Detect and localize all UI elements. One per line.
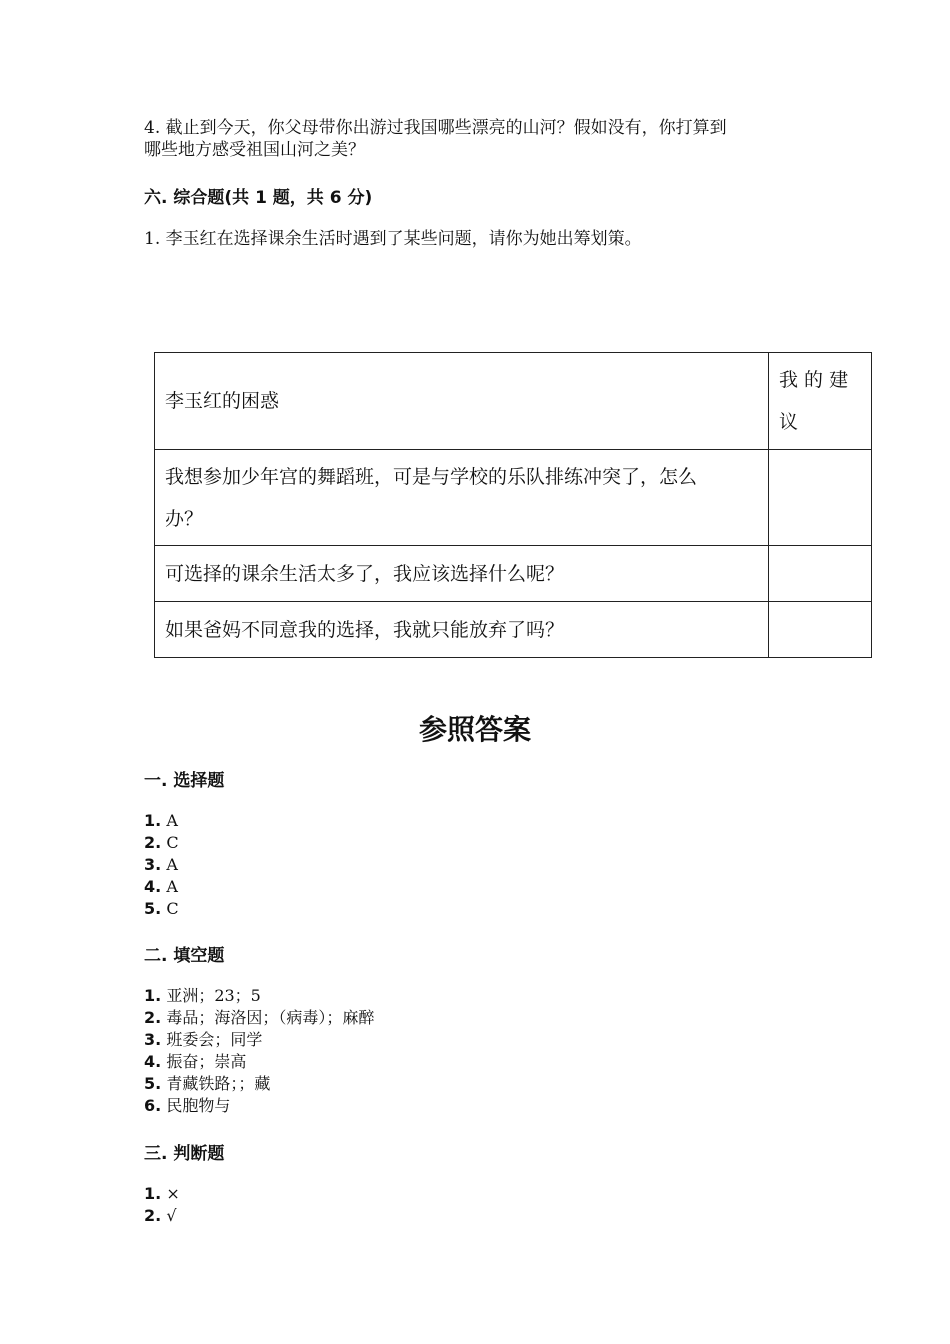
section-6-heading: 六. 综合题(共 1 题，共 6 分): [144, 188, 373, 208]
header-suggestion: [769, 353, 872, 450]
list-item: 5. 青藏铁路；；藏: [144, 1074, 271, 1093]
list-item: 3. A: [144, 855, 178, 874]
header-confusion: 李玉红的困惑: [155, 353, 769, 450]
confusion-cell: 如果爸妈不同意我的选择，我就只能放弃了吗？: [155, 602, 769, 658]
table-header-row: [155, 353, 872, 450]
suggestion-cell[interactable]: [769, 602, 872, 658]
header-suggestion-line-1: 我 的 建: [779, 369, 849, 391]
section-6-question: 1. 李玉红在选择课余生活时遇到了某些问题，请你为她出筹划策。: [144, 229, 642, 249]
header-suggestion-line-2: 议: [779, 411, 799, 433]
list-item: 3. 班委会；同学: [144, 1030, 263, 1049]
advice-table: [154, 352, 872, 658]
question-4-line-1: 4. 截止到今天，你父母带你出游过我国哪些漂亮的山河？假如没有，你打算到: [144, 118, 727, 138]
list-item: 4. A: [144, 877, 178, 896]
answers-section-3-list: [144, 1183, 180, 1227]
list-item: 6. 民胞物与: [144, 1096, 231, 1115]
table-row: [155, 602, 872, 658]
confusion-line-2: 办？: [165, 507, 204, 530]
confusion-cell: [155, 450, 769, 546]
confusion-cell: 可选择的课余生活太多了，我应该选择什么呢？: [155, 546, 769, 602]
list-item: 2. C: [144, 833, 179, 852]
confusion-line-1: 我想参加少年宫的舞蹈班，可是与学校的乐队排练冲突了，怎么: [165, 465, 698, 488]
table-row: [155, 450, 872, 546]
answers-section-1-list: [144, 810, 179, 920]
table-row: [155, 546, 872, 602]
answers-title: 参照答案: [418, 713, 531, 746]
list-item: 4. 振奋；崇高: [144, 1052, 247, 1071]
answers-section-3-heading: 三. 判断题: [144, 1144, 225, 1164]
list-item: 1. ×: [144, 1184, 180, 1203]
list-item: 1. 亚洲；23；5: [144, 986, 261, 1005]
list-item: 5. C: [144, 899, 179, 918]
question-4-line-2: 哪些地方感受祖国山河之美？: [144, 140, 365, 160]
answers-section-2-heading: 二. 填空题: [144, 946, 225, 966]
list-item: 2. √: [144, 1206, 177, 1225]
answers-section-2-list: [144, 985, 374, 1117]
list-item: 1. A: [144, 811, 178, 830]
suggestion-cell[interactable]: [769, 546, 872, 602]
answers-section-1-heading: 一. 选择题: [144, 771, 225, 791]
list-item: 2. 毒品；海洛因；（病毒）；麻醉: [144, 1008, 375, 1027]
suggestion-cell[interactable]: [769, 450, 872, 546]
